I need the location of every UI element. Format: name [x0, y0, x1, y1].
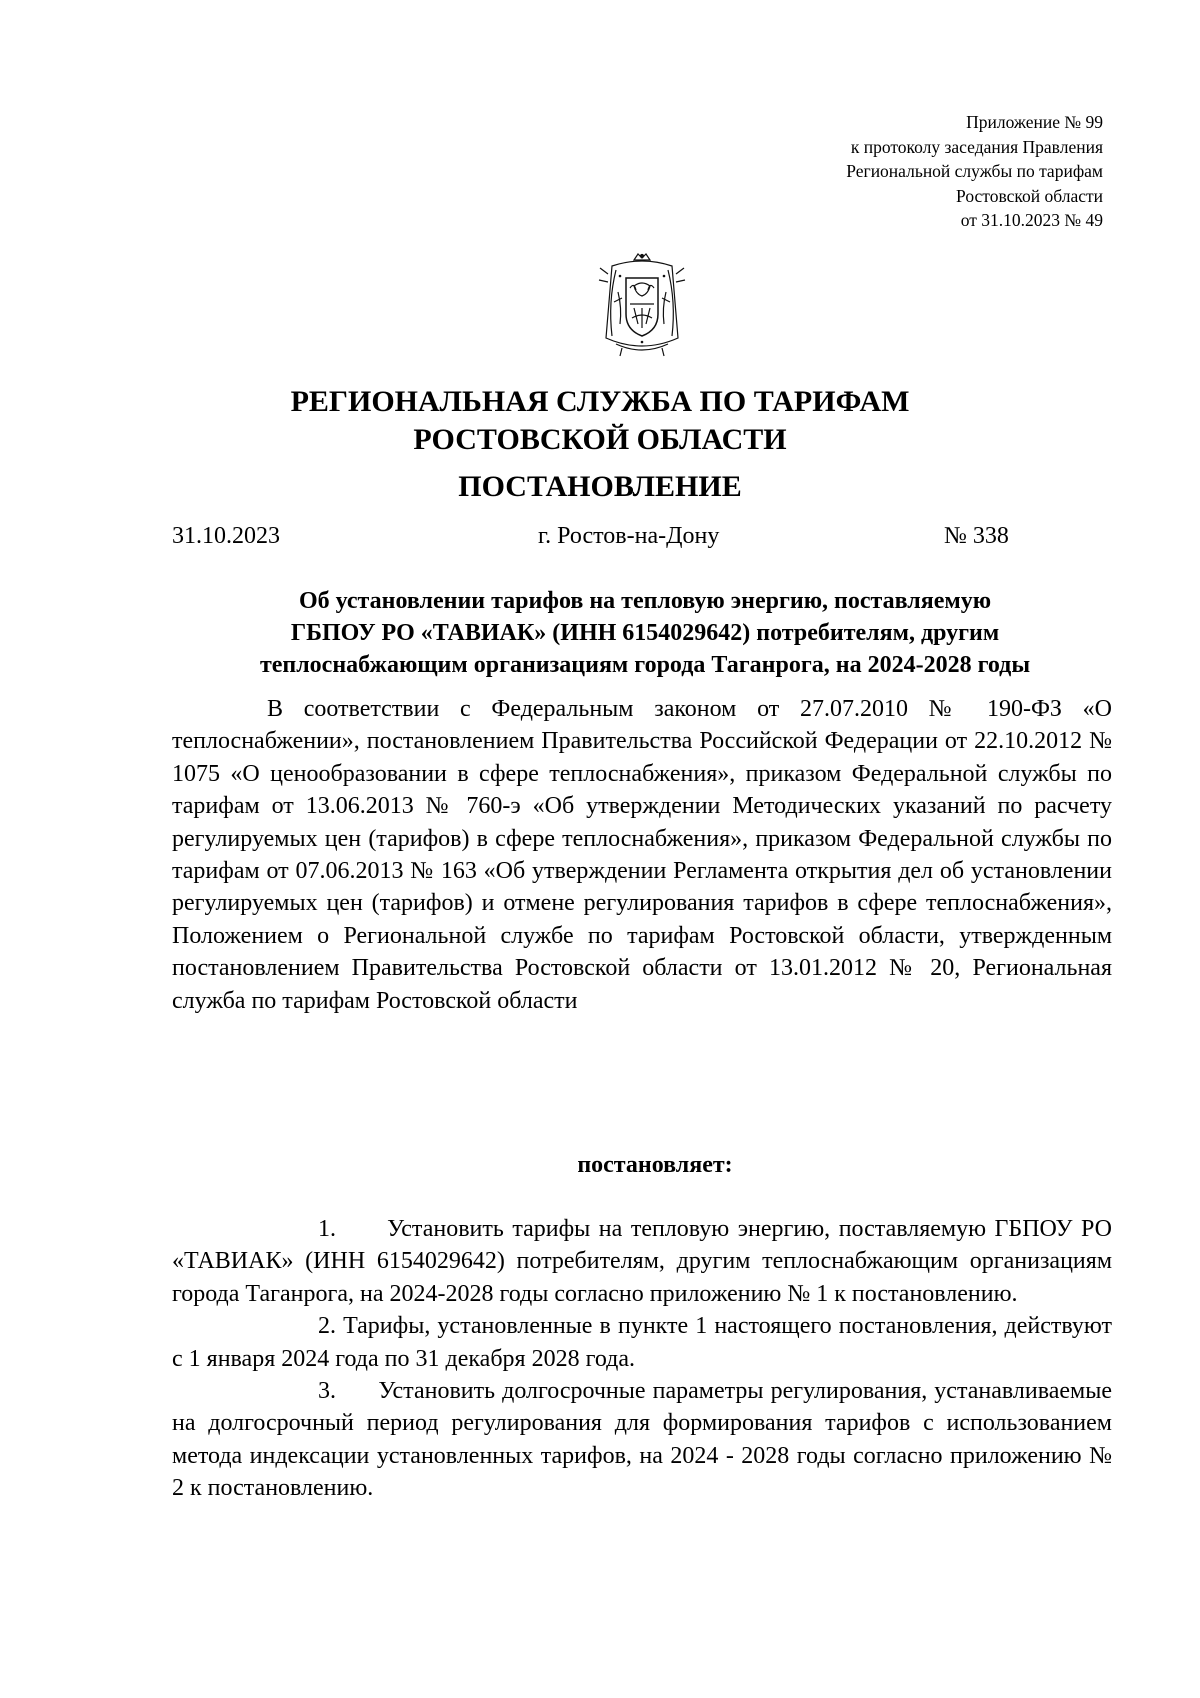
subject-line: Об установлении тарифов на тепловую энергию, поставляемую	[298, 588, 992, 614]
resolves-heading: постановляет:	[577, 1152, 733, 1178]
item-number: 2.	[318, 1313, 336, 1340]
resolution-items	[172, 1213, 1112, 1505]
subject-line: теплоснабжающим организациям города Таганрога, на 2024-2028 годы	[259, 652, 1031, 678]
document-type: ПОСТАНОВЛЕНИЕ	[458, 470, 742, 503]
coat-of-arms-icon	[598, 252, 686, 360]
appendix-line: Ростовской области	[956, 185, 1103, 206]
document-city: г. Ростов-на-Дону	[538, 523, 720, 549]
appendix-line: Приложение № 99	[966, 112, 1103, 132]
resolution-item	[172, 1310, 1112, 1375]
organization-title	[0, 383, 1200, 459]
preamble-paragraph: В соответствии с Федеральным законом от 27.07.2010 № 190-ФЗ «О теплоснабжении», постановлением Правительства Российской Федерации от 22.10.2012 № 1075 «О ценообразовании в сфере теплоснабжения», приказом Федеральной службы по тарифам от 13.06.2013 № 760-э «Об утверждении Методических указаний по расчету регулируемых цен (тарифов) в сфере теплоснабжения», приказом Федеральной службы по тарифам от 07.06.2013 № 163 «Об утверждении Регламента открытия дел об установлении регулируемых цен (тарифов) и отмене регулирования тарифов в сфере теплоснабжения», Положением о Региональной службе по тарифам Ростовской области, утвержденным постановлением Правительства Ростовской области от 13.01.2012 № 20, Региональная служба по тарифам Ростовской области	[172, 696, 1112, 1014]
item-text: Установить долгосрочные параметры регулирования, устанавливаемые на долгосрочный период регулирования для формирования тарифов с использованием метода индексации установленных тарифов, на 2024 - 2028 годы согласно приложению № 2 к постановлению.	[172, 1378, 1113, 1502]
appendix-note	[846, 110, 1103, 233]
item-text: Установить тарифы на тепловую энергию, поставляемую ГБПОУ РО «ТАВИАК» (ИНН 6154029642) потребителям, другим теплоснабжающим организациям города Таганрога, на 2024-2028 годы согласно приложению № 1 к постановлению.	[172, 1216, 1113, 1307]
item-text: Тарифы, установленные в пункте 1 настоящего постановления, действуют с 1 января 2024 года по 31 декабря 2028 года.	[172, 1313, 1112, 1372]
resolution-item	[172, 1375, 1112, 1505]
appendix-line: от 31.10.2023 № 49	[960, 210, 1103, 230]
document-subject	[150, 585, 1140, 681]
subject-line: ГБПОУ РО «ТАВИАК» (ИНН 6154029642) потребителям, другим	[290, 620, 1000, 646]
document-number: № 338	[944, 523, 1009, 549]
organization-title-line: РОСТОВСКОЙ ОБЛАСТИ	[413, 423, 787, 456]
item-number: 1.	[318, 1216, 336, 1242]
appendix-line: к протоколу заседания Правления	[850, 136, 1103, 157]
appendix-line: Региональной службы по тарифам	[846, 161, 1103, 181]
item-number: 3.	[318, 1378, 336, 1405]
document-date: 31.10.2023	[172, 523, 280, 549]
organization-title-line: РЕГИОНАЛЬНАЯ СЛУЖБА ПО ТАРИФАМ	[290, 385, 910, 418]
resolution-item	[172, 1213, 1112, 1310]
